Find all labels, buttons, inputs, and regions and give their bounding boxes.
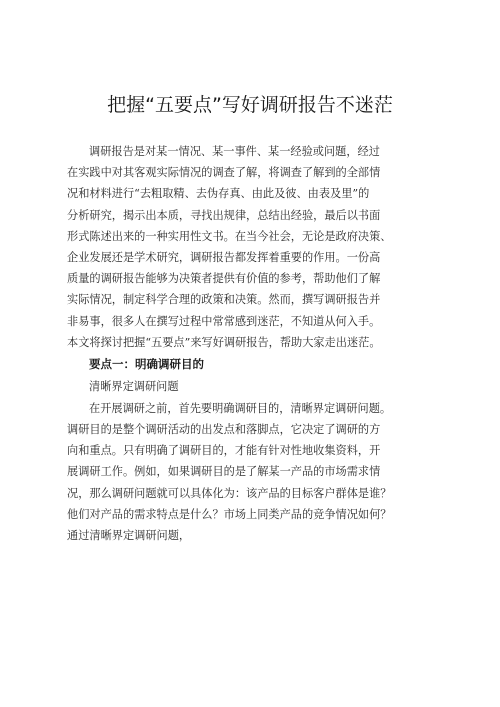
paragraph-line: 向和重点。只有明确了调研目的，才能有针对性地收集资料，开: [67, 444, 381, 458]
paragraph-line: 调研报告是对某一情况、某一事件、某一经验或问题，经过: [89, 145, 380, 158]
paragraph-line: 实际情况，制定科学合理的政策和决策。然而，撰写调研报告并: [67, 293, 381, 307]
paragraph-line: 形式陈述出来的一种实用性文书。在当今社会，无论是政府决策、: [67, 229, 392, 243]
paragraph-line: 在实践中对其客观实际情况的调查了解，将调查了解到的全部情: [67, 166, 381, 180]
paragraph-line: 况和材料进行“去粗取精、去伪存真、由此及彼、由表及里”的: [67, 187, 370, 201]
document-body: [67, 142, 437, 547]
paragraph-line: 本文将探讨把握“五要点”来写好调研报告，帮助大家走出迷茫。: [67, 335, 381, 349]
paragraph-line: 况，那么调研问题就可以具体化为：该产品的目标客户群体是谁？: [67, 486, 392, 500]
document-title: 把握“五要点”写好调研报告不迷茫: [107, 94, 393, 116]
paragraph-line: 他们对产品的需求特点是什么？市场上同类产品的竞争情况如何？: [67, 507, 392, 521]
paragraph-line: 展调研工作。例如，如果调研目的是了解某一产品的市场需求情: [67, 465, 381, 479]
paragraph-line: 在开展调研之前，首先要明确调研目的，清晰界定调研问题。: [89, 401, 392, 415]
paragraph-line: 质量的调研报告能够为决策者提供有价值的参考，帮助他们了解: [67, 272, 381, 286]
paragraph-line: 非易事，很多人在撰写过程中常常感到迷茫，不知道从何入手。: [67, 314, 381, 328]
section-subheading: 清晰界定调研问题: [89, 380, 179, 394]
paragraph-line: 分析研究，揭示出本质，寻找出规律，总结出经验，最后以书面: [67, 208, 381, 222]
section-heading: 要点一：明确调研目的: [89, 356, 204, 371]
paragraph-line: 调研目的是整个调研活动的出发点和落脚点，它决定了调研的方: [67, 423, 381, 437]
paragraph-line: 企业发展还是学术研究，调研报告都发挥着重要的作用。一份高: [67, 250, 381, 264]
paragraph-line: 通过清晰界定调研问题，: [67, 529, 191, 542]
